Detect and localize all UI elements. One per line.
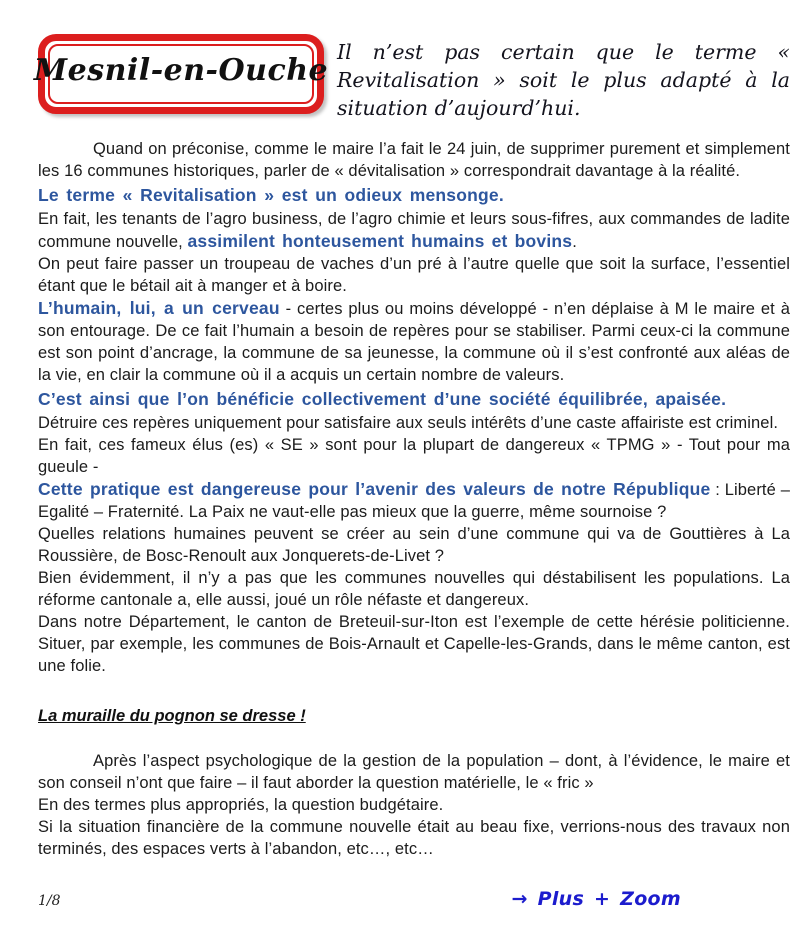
paragraph-communes-nouvelles: Bien évidemment, il n’y a pas que les communes nouvelles qui déstabilisent les populations. La réforme cantonale a, elle aussi, joué un rôle néfaste et dangereux. [38,569,790,609]
paragraph-preconise: Quand on préconise, comme le maire l’a fait le 24 juin, de supprimer purement et simplement les 16 communes historiques, parler de « dévitalisation » correspondrait davantage à la réalité. [38,140,790,180]
paragraph-situation-financiere: Si la situation financière de la commune nouvelle était au beau fixe, verrions-nous des travaux non terminés, des espaces verts à l’abandon, etc…, etc… [38,818,790,858]
paragraph-elus-tpmg: En fait, ces fameux élus (es) « SE » sont pour la plupart de dangereux « TPMG » - Tout pour ma gueule - [38,436,790,476]
subheading-muraille-pognon: La muraille du pognon se dresse ! [38,707,306,725]
paragraph-question-budgetaire: En des termes plus appropriés, la question budgétaire. [38,796,444,814]
paragraph-agro-business [38,208,790,253]
page-number: 1/8 [38,893,61,909]
paragraph-pratique-dangereuse [38,478,790,523]
paragraph-troupeau: On peut faire passer un troupeau de vaches d’un pré à l’autre quelle que soit la surface, l’essentiel étant que le bétail ait à manger et à boire. [38,255,790,295]
intro-quote: Il n’est pas certain que le terme « Revitalisation » soit le plus adapté à la situation d’aujourd’hui. [337,40,790,120]
text-run: En fait, les tenants de l’agro business, de l’agro chimie et leurs sous-fifres, aux commandes de ladite commune nouvelle, [38,210,790,251]
text-run-blue: L’humain, lui, a un cerveau [38,298,280,318]
paragraph-detruire-reperes: Détruire ces repères uniquement pour satisfaire aux seuls intérêts d’une caste affairiste est criminel. [38,414,779,432]
paragraph-canton-breteuil: Dans notre Département, le canton de Breteuil-sur-Iton est l’exemple de cette hérésie politicienne. Situer, par exemple, les communes de Bois-Arnault et Capelle-les-Grands, dans le même canton, est une folie. [38,613,790,675]
text-run-blue: assimilent honteusement humains et bovins [187,231,573,251]
arrow-right-icon: → [511,888,528,910]
article-body [38,138,790,860]
plus-zoom-link[interactable] [511,888,681,910]
commune-logo-badge [33,34,329,114]
text-run-blue: Cette pratique est dangereuse pour l’avenir des valeurs de notre République [38,479,711,499]
heading-societe-equilibree: C’est ainsi que l’on bénéficie collectivement d’une société équilibrée, apaisée. [38,389,727,409]
heading-revitalisation-mensonge: Le terme « Revitalisation » est un odieux mensonge. [38,185,504,205]
page-footer [38,888,799,910]
paragraph-aspect-psychologique: Après l’aspect psychologique de la gestion de la population – dont, à l’évidence, le maire et son conseil n’ont que faire – il faut aborder la question matérielle, le « fric » [38,752,790,792]
text-run: . [572,233,577,251]
text-run: : Liberté – Egalité – Fraternité. La Paix ne vaut-elle pas mieux que la guerre, même sournoise ? [38,481,790,521]
commune-logo-inner-frame [33,44,329,104]
document-header [33,34,790,122]
paragraph-humain-cerveau [38,297,790,386]
text-run: - certes plus ou moins développé - n’en déplaise à M le maire et à son entourage. De ce fait l’humain a besoin de repères pour se stabiliser. Parmi ceux-ci la commune est son point d’ancrage, la commune de sa jeunesse, la commune où il s’est confronté aux aléas de la vie, en clair la commune où il a acquis un certain nombre de valeurs. [38,300,790,384]
paragraph-relations-humaines: Quelles relations humaines peuvent se créer au sein d’une commune qui va de Gouttières à La Roussière, de Bosc-Renoult aux Jonquerets-de-Livet ? [38,525,790,565]
logo-text: Mesnil-en-Ouche [33,52,329,88]
plus-zoom-label: Plus + Zoom [537,888,681,910]
